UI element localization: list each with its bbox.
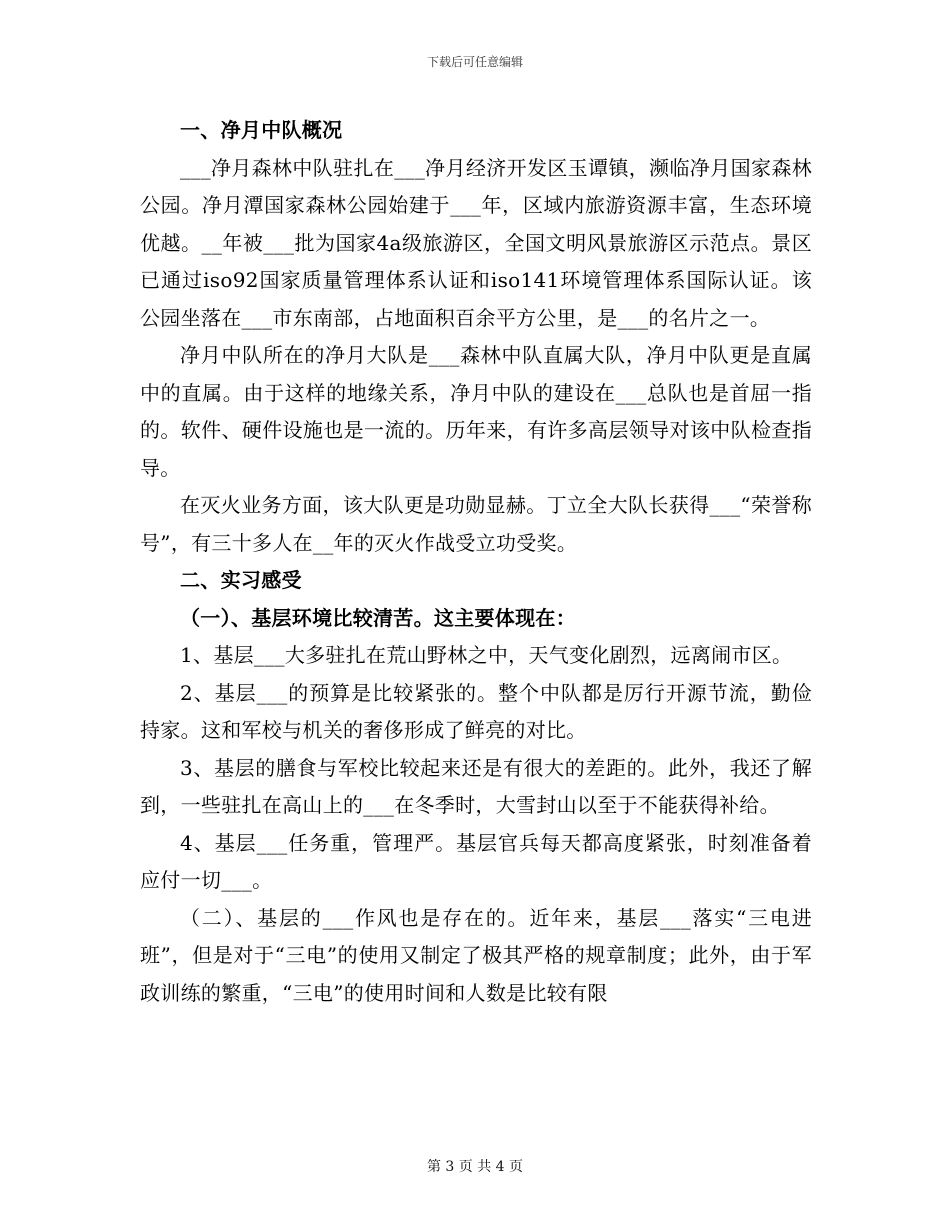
section-heading-1: 一、净月中队概况 [180, 118, 343, 142]
paragraph-firefighting: 在灭火业务方面，该大队更是功勋显赫。丁立全大队长获得___“荣誉称号”，有三十多人在__年的灭火作战受立功受奖。 [140, 493, 812, 555]
page-number: 第 3 页 共 4 页 [426, 1159, 524, 1175]
paragraph-overview: ___净月森林中队驻扎在___净月经济开发区玉谭镇，濒临净月国家森林公园。净月潭国家森林公园始建于___年，区域内旅游资源丰富，生态环境优越。__年被___批为国家4a级旅游区，全国文明风景旅游区示范点。景区已通过iso92国家质量管理体系认证和iso141环境管理体系国际认证。该公园坐落在___市东南部，占地面积百余平方公里，是___的名片之一。 [140, 155, 812, 330]
list-item-4: 4、基层___任务重，管理严。基层官兵每天都高度紧张，时刻准备着应付一切___。 [140, 830, 812, 892]
list-item-3: 3、基层的膳食与军校比较起来还是有很大的差距的。此外，我还了解到，一些驻扎在高山上的___在冬季时，大雪封山以至于不能获得补给。 [140, 755, 812, 817]
paragraph-brigade: 净月中队所在的净月大队是___森林中队直属大队，净月中队更是直属中的直属。由于这样的地缘关系，净月中队的建设在___总队也是首屈一指的。软件、硬件设施也是一流的。历年来，有许多高层领导对该中队检查指导。 [140, 343, 812, 480]
list-item-1: 1、基层___大多驻扎在荒山野林之中，天气变化剧烈，远离闹市区。 [180, 643, 793, 667]
list-item-2: 2、基层___的预算是比较紧张的。整个中队都是厉行开源节流，勤俭持家。这和军校与机关的奢侈形成了鲜亮的对比。 [140, 680, 812, 742]
subsection-heading-1: （一）、基层环境比较清苦。这主要体现在： [180, 605, 576, 630]
subsection-paragraph-2: （二）、基层的___作风也是存在的。近年来，基层___落实“三电进班”，但是对于“三电”的使用又制定了极其严格的规章制度；此外，由于军政训练的繁重，“三电”的使用时间和人数是比较有限 [140, 905, 812, 1005]
header-note: 下载后可任意编辑 [426, 55, 523, 69]
section-heading-2: 二、实习感受 [180, 568, 302, 592]
document-body [140, 112, 812, 1012]
